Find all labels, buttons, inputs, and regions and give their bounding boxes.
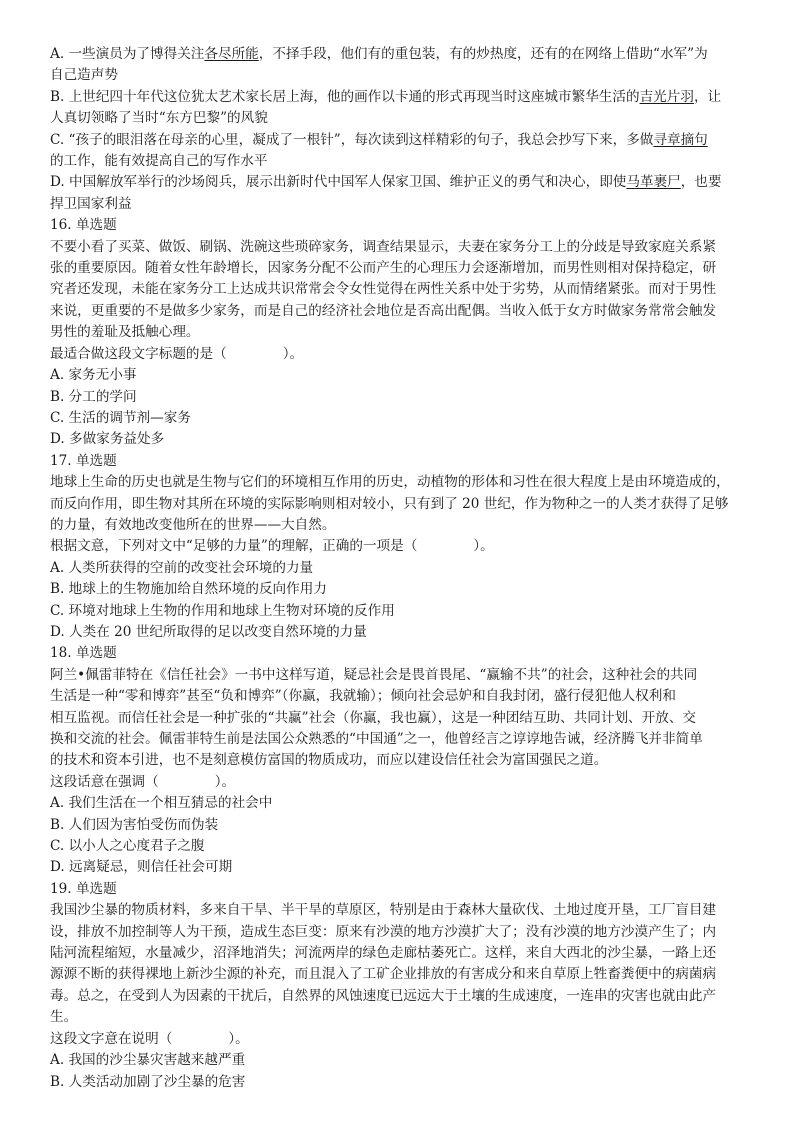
- passage-line: 而反向作用，即生物对其所在环境的实际影响则相对较小，只有到了 20 世纪，作为物种之一的人类才获得了足够: [50, 495, 729, 512]
- passage-line: 毒。总之，在受到人为因素的干扰后，自然界的风蚀速度已远远大于土壤的生成速度，一连串的灾害也就由此产: [50, 987, 717, 1004]
- passage-line: 阿兰•佩雷菲特在《信任社会》一书中这样写道，疑忌社会是畏首畏尾、“赢输不共”的社会，这种社会的共同: [50, 666, 698, 683]
- option: D. 多做家务益处多: [50, 431, 165, 448]
- option: D. 人类在 20 世纪所取得的足以改变自然环境的力量: [50, 623, 367, 640]
- passage-line: 换和交流的社会。佩雷菲特生前是法国公众熟悉的“中国通”之一，他曾经言之谆谆地告诫，经济腾飞并非简单: [50, 731, 703, 747]
- passage-line: 设，排放不加控制等人为干预，造成生态巨变：原来有沙漠的地方沙漠扩大了；没有沙漠的地方沙漠产生了；内: [50, 923, 717, 940]
- stem-text: 这段文字意在说明（: [50, 1030, 173, 1047]
- option: B. 地球上的生物施加给自然环境的反向作用力: [50, 581, 327, 598]
- underlined-idiom: 吉光片羽: [639, 88, 694, 105]
- question-header: 19. 单选题: [50, 880, 117, 897]
- question-stem: [50, 772, 750, 793]
- passage-line: 张的重要原因。随着女性年龄增长，因家务分配不公而产生的心理压力会逐渐增加，而男性则相对保持稳定，研: [50, 260, 717, 277]
- underlined-idiom: 寻章摘句: [653, 131, 708, 148]
- passage-line: 相互监视。而信任社会是一种扩张的“共赢”社会（你赢，我也赢），这是一种团结互助、共同计划、开放、交: [50, 709, 697, 726]
- option-a: [50, 44, 750, 87]
- passage-line: 源源不断的获得裸地上新沙尘源的补充，而且混入了工矿企业排放的有害成分和来自草原上牲畜粪便中的病菌病: [50, 966, 717, 983]
- underlined-idiom: 马革裹尸: [626, 174, 681, 191]
- option-text: 自己造声势: [50, 67, 118, 84]
- passage-line: 生活是一种“零和博弈”甚至“负和博弈”（你赢，我就输）；倾向社会忌妒和自我封闭，盛行侵犯他人权利和: [50, 688, 676, 705]
- stem-text: 根据文意，下列对文中“足够的力量”的理解，正确的一项是（: [50, 538, 418, 555]
- passage-line: 的力量，有效地改变他所在的世界——大自然。: [50, 516, 336, 533]
- option: C. 生活的调节剂—家务: [50, 409, 191, 426]
- question-header: 17. 单选题: [50, 452, 117, 469]
- passage-line: 陆河流程缩短，水量减少，沼泽地消失；河流两岸的绿色走廊枯萎死亡。这样，来自大西北的沙尘暴，一路上还: [50, 945, 717, 962]
- option: A. 我国的沙尘暴灾害越来越严重: [50, 1052, 246, 1069]
- stem-text: ）。: [214, 773, 236, 790]
- passage-line: 的技术和资本引进，也不是刻意模仿富国的物质成功，而应以建设信任社会为富国强民之道。: [50, 752, 608, 769]
- stem-text: ）。: [473, 538, 494, 555]
- option: A. 人类所获得的空前的改变社会环境的力量: [50, 559, 314, 576]
- question-header: 16. 单选题: [50, 217, 117, 234]
- option-text: 的工作，能有效提高自己的写作水平: [50, 153, 268, 170]
- option-d: [50, 172, 750, 215]
- question-stem: [50, 536, 750, 557]
- passage-line: 来说，更重要的不是做多少家务，而是自己的经济社会地位是否高出配偶。当收入低于女方时做家务常常会触发: [50, 302, 717, 319]
- question-17: [50, 451, 750, 644]
- option-text: ，让: [693, 88, 722, 105]
- option-text: 捍卫国家利益: [50, 195, 132, 212]
- passage-line: 男性的羞耻及抵触心理。: [50, 324, 200, 341]
- option-text: 人真切领略了当时“东方巴黎”的风貌: [50, 110, 268, 127]
- passage-line: 地球上生命的历史也就是生物与它们的环境相互作用的历史，动植物的形体和习性在很大程度上是由环境造成的，: [50, 474, 730, 491]
- underlined-idiom: 各尽所能: [204, 46, 259, 62]
- question-16: [50, 215, 750, 450]
- passage-line: 究者还发现，未能在家务分工上达成共识常常会令女性觉得在两性关系中处于劣势，从而情绪紧张。而对于男性: [50, 281, 717, 298]
- option-text: D. 中国解放军举行的沙场阅兵，展示出新时代中国军人保家卫国、维护正义的勇气和决心，即使: [50, 174, 627, 191]
- option: B. 人类活动加剧了沙尘暴的危害: [50, 1073, 246, 1090]
- option-c: [50, 130, 750, 173]
- option: B. 分工的学问: [50, 388, 137, 405]
- stem-text: ）。: [228, 1030, 249, 1047]
- passage-line: 我国沙尘暴的物质材料，多来自干旱、半干旱的草原区，特别是由于森林大量砍伐、土地过度开垦，工厂盲目建: [50, 902, 717, 919]
- question-19: [50, 879, 750, 1093]
- option: C. 以小人之心度君子之腹: [50, 838, 205, 855]
- stem-text: 这段话意在强调（: [50, 773, 159, 790]
- option-text: ，也要: [680, 174, 722, 191]
- option-text: ，不择手段，他们有的重包装，有的炒热度，还有的在网络上借助“水军”为: [258, 46, 708, 62]
- option: B. 人们因为害怕受伤而伪装: [50, 816, 219, 833]
- option: D. 远离疑忌，则信任社会可期: [50, 859, 233, 876]
- option-text: B. 上世纪四十年代这位犹太艺术家长居上海，他的画作以卡通的形式再现当时这座城市繁华生活的: [50, 88, 640, 105]
- option: A. 家务无小事: [50, 367, 137, 384]
- carry-over-options: [50, 44, 750, 215]
- option-text: C. “孩子的眼泪落在母亲的心里，凝成了一根针”，每次读到这样精彩的句子，我总会抄写下来，多做: [50, 131, 654, 148]
- question-stem: [50, 1029, 750, 1050]
- stem-text: ）。: [282, 345, 304, 362]
- option: C. 环境对地球上生物的作用和地球上生物对环境的反作用: [50, 602, 395, 619]
- question-stem: [50, 344, 750, 365]
- option-text: A. 一些演员为了博得关注: [50, 46, 205, 62]
- question-18: [50, 643, 750, 878]
- passage-line: 不要小看了买菜、做饭、刷锅、洗碗这些琐碎家务，调查结果显示，夫妻在家务分工上的分歧是导致家庭关系紧: [50, 238, 717, 255]
- option: A. 我们生活在一个相互猜忌的社会中: [50, 795, 273, 812]
- question-header: 18. 单选题: [50, 645, 117, 662]
- passage-line: 生。: [50, 1009, 78, 1026]
- option-b: [50, 87, 750, 130]
- stem-text: 最适合做这段文字标题的是（: [50, 345, 227, 362]
